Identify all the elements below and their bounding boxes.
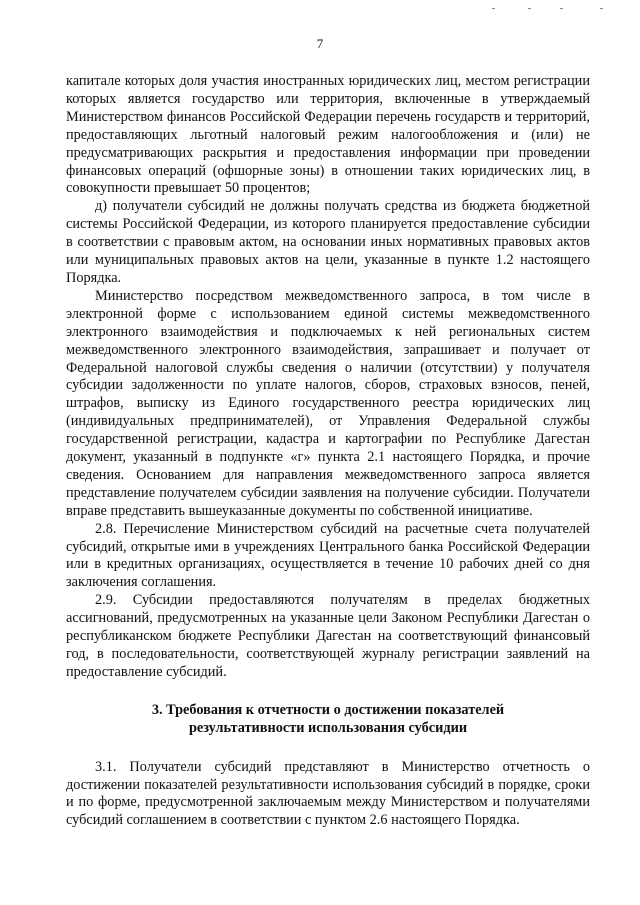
document-body bbox=[66, 73, 590, 830]
section-heading-line-1: 3. Требования к отчетности о достижении показателей bbox=[151, 701, 505, 718]
paragraph-3-1: 3.1. Получатели субсидий представляют в Министерство отчетность о достижении показателей результативности использования субсидий в порядке, сроки и по форме, предусмотренной заключаемым между Министерством и получателями субсидий соглашением в соответствии с пунктом 2.6 настоящего Порядка. bbox=[66, 758, 590, 829]
scan-speck bbox=[600, 8, 603, 9]
paragraph-item-d: д) получатели субсидий не должны получать средства из бюджета бюджетной системы Российской Федерации, из которого планируется предоставление субсидии в соответствии с правовым актом, на основании иных нормативных правовых актов или муниципальных правовых актов на цели, указанные в пункте 1.2 настоящего Порядка. bbox=[66, 198, 590, 286]
paragraph-2-9: 2.9. Субсидии предоставляются получателям в пределах бюджетных ассигнований, предусмотренных на указанные цели Законом Республики Дагестан о республиканском бюджете Республики Дагестан на соответствующий финансовый год, в последовательности, соответствующей журналу регистрации заявлений на предоставление субсидий. bbox=[66, 592, 590, 680]
paragraph-continuation: капитале которых доля участия иностранных юридических лиц, местом регистрации которых является государство или территория, включенные в утверждаемый Министерством финансов Российской Федерации перечень государств и территорий, предоставляющих льготный налоговый режим налогообложения и (или) не предусматривающих раскрытия и предоставления информации при проведении финансовых операций (офшорные зоны) в отношении таких юридических лиц, в совокупности превышает 50 процентов; bbox=[66, 73, 590, 197]
section-heading bbox=[66, 702, 590, 738]
paragraph-2-8: 2.8. Перечисление Министерством субсидий на расчетные счета получателей субсидий, открытые ими в учреждениях Центрального банка Российской Федерации или в кредитных организациях, осуществляется в течение 10 рабочих дней со дня заключения соглашения. bbox=[66, 520, 590, 591]
section-heading-line-2: результативности использования субсидии bbox=[188, 719, 468, 736]
paragraph-interagency-request: Министерство посредством межведомственного запроса, в том числе в электронной форме с использованием единой системы межведомственного электронного взаимодействия и подключаемых к ней региональных систем межведомственного электронного взаимодействия, запрашивает и получает от Федеральной налоговой службы сведения о наличии (отсутствии) у получателя субсидии задолженности по уплате налогов, сборов, страховых взносов, пеней, штрафов, выписку из Единого государственного реестра юридических лиц (индивидуальных предпринимателей), от Управления Федеральной службы государственной регистрации, кадастра и картографии по Республике Дагестан документ, указанный в подпункте «г» пункта 2.1 настоящего Порядка, и прочие сведения. Основанием для направления межведомственного запроса является представление получателем субсидии заявления на получение субсидии. Получатели вправе представить вышеуказанные документы по собственной инициативе. bbox=[66, 287, 590, 519]
scan-speck bbox=[492, 8, 495, 9]
scan-speck bbox=[528, 8, 531, 9]
page-number: 7 bbox=[316, 36, 324, 51]
scan-speck bbox=[560, 8, 563, 9]
